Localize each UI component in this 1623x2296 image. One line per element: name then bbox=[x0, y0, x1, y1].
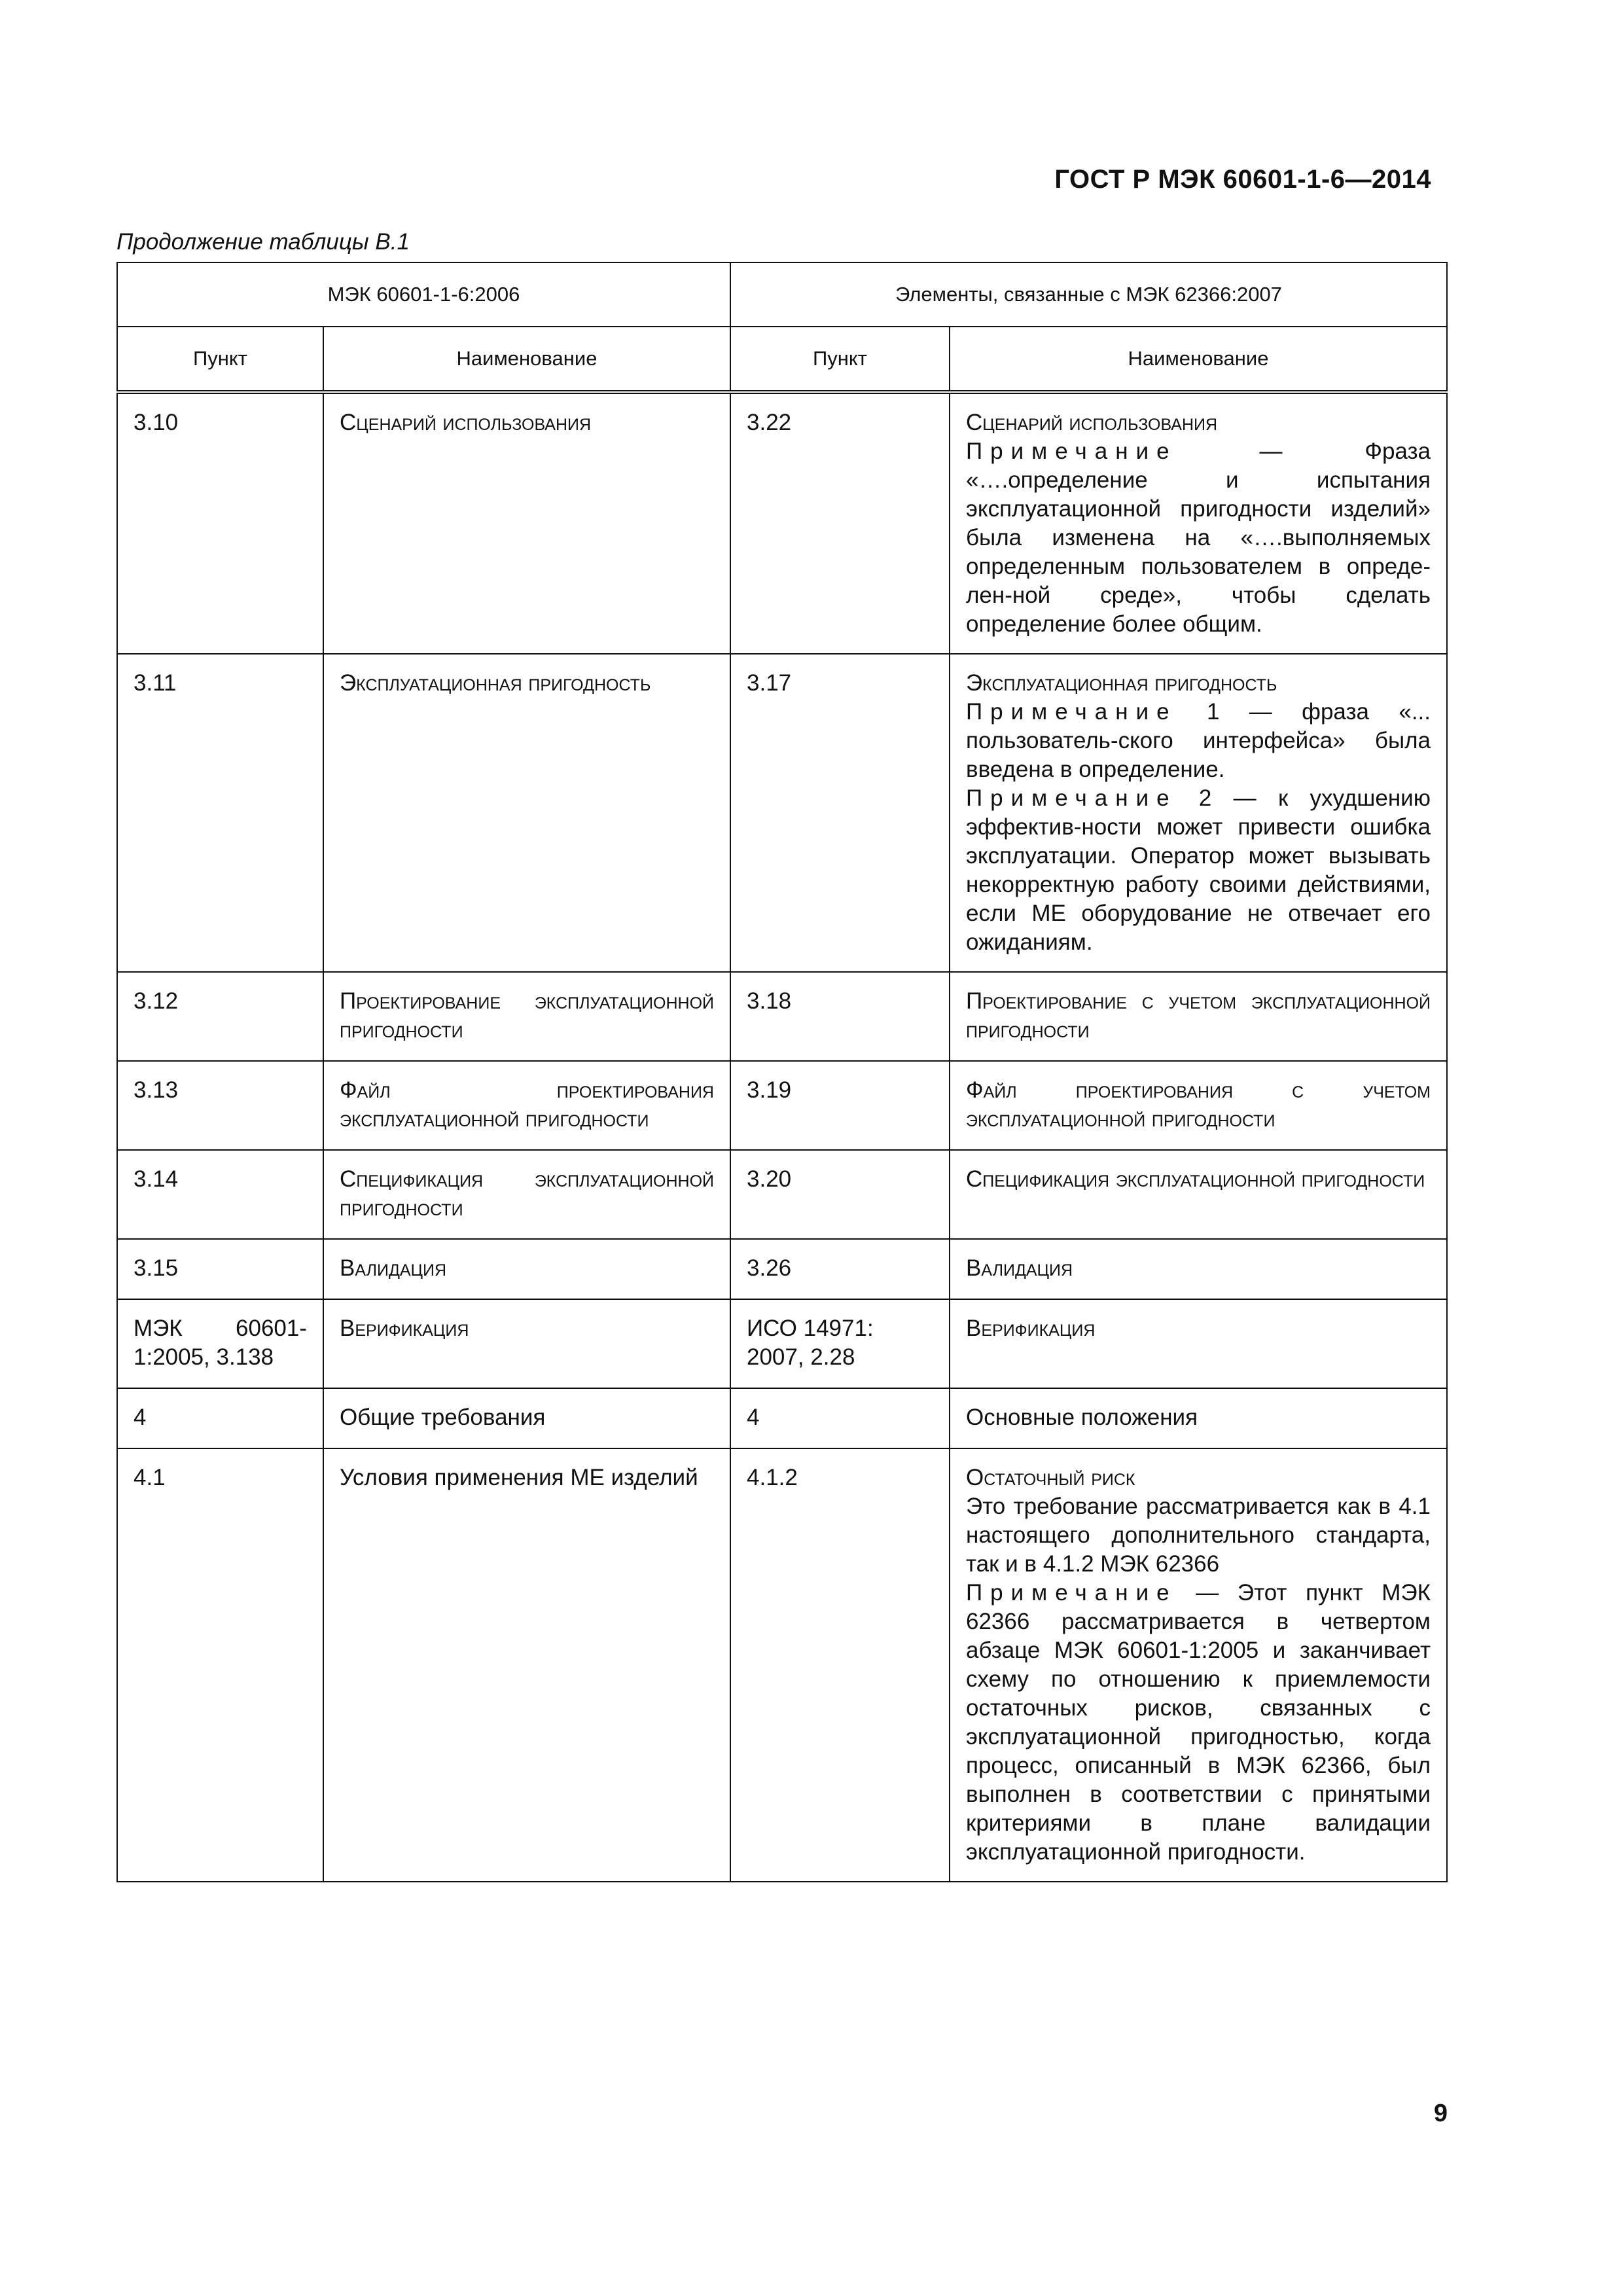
table-caption: Продолжение таблицы В.1 bbox=[116, 229, 410, 255]
clause-cell: 3.15 bbox=[117, 1239, 323, 1299]
table-row bbox=[117, 1150, 1447, 1239]
clause-cell: 3.26 bbox=[730, 1239, 950, 1299]
term-title: Сценарий использования bbox=[966, 410, 1218, 435]
term-title: Остаточный риск bbox=[966, 1465, 1135, 1490]
name-cell: Условия применения МЕ изделий bbox=[323, 1448, 730, 1882]
clause-cell: 3.10 bbox=[117, 392, 323, 654]
note-label: Примечание bbox=[966, 699, 1177, 725]
term-title: Эксплуатационная пригодность bbox=[966, 670, 1277, 696]
table-row bbox=[117, 1061, 1447, 1150]
name-cell: Верификация bbox=[323, 1299, 730, 1388]
clause-cell: 3.17 bbox=[730, 654, 950, 972]
page-number: 9 bbox=[1433, 2100, 1448, 2127]
clause-cell: 3.22 bbox=[730, 392, 950, 654]
name-cell: Валидация bbox=[950, 1239, 1447, 1299]
table-row bbox=[117, 1299, 1447, 1388]
group-header-iec-60601: МЭК 60601-1-6:2006 bbox=[117, 262, 730, 327]
column-header-row bbox=[117, 327, 1447, 392]
column-header-clause: Пункт bbox=[117, 327, 323, 392]
clause-cell: 4 bbox=[730, 1388, 950, 1448]
group-header-row bbox=[117, 262, 1447, 327]
column-header-name: Наименование bbox=[950, 327, 1447, 392]
paragraph-text: Это требование рассматривается как в 4.1 настоящего дополнительного стандарта, так и в 4.1.2 МЭК 62366 bbox=[966, 1494, 1431, 1577]
note-label: Примечание bbox=[966, 1580, 1177, 1605]
clause-cell: 3.19 bbox=[730, 1061, 950, 1150]
clause-cell: 3.14 bbox=[117, 1150, 323, 1239]
name-cell bbox=[950, 392, 1447, 654]
clause-cell: 3.13 bbox=[117, 1061, 323, 1150]
name-cell: Общие требования bbox=[323, 1388, 730, 1448]
name-cell: Эксплуатационная пригодность bbox=[323, 654, 730, 972]
name-cell: Валидация bbox=[323, 1239, 730, 1299]
clause-cell: ИСО 14971: 2007, 2.28 bbox=[730, 1299, 950, 1388]
name-cell bbox=[950, 1448, 1447, 1882]
name-cell: Проектирование с учетом эксплуатационной пригодности bbox=[950, 972, 1447, 1061]
clause-cell: 4 bbox=[117, 1388, 323, 1448]
name-cell: Спецификация эксплуатационной пригодности bbox=[950, 1150, 1447, 1239]
column-header-name: Наименование bbox=[323, 327, 730, 392]
correspondence-table bbox=[116, 262, 1448, 1882]
name-cell: Спецификация эксплуатационной пригодности bbox=[323, 1150, 730, 1239]
note-text: — Этот пункт МЭК 62366 рассматривается в четвертом абзаце МЭК 60601-1:2005 и заканчивает схему по отношению к приемлемости остаточных рисков, связанных с эксплуатационной пригодностью, когда процесс, описанный в МЭК 62366, был выполнен в соответствии с принятыми критериями в плане валидации эксплуатационной пригодности. bbox=[966, 1580, 1431, 1865]
name-cell: Верификация bbox=[950, 1299, 1447, 1388]
table-row bbox=[117, 1448, 1447, 1882]
clause-cell: 4.1 bbox=[117, 1448, 323, 1882]
name-cell: Основные положения bbox=[950, 1388, 1447, 1448]
table-row bbox=[117, 972, 1447, 1061]
clause-cell: 3.11 bbox=[117, 654, 323, 972]
note-text: 1 — фраза «... пользователь-ского интерфейса» была введена в определение. bbox=[966, 699, 1431, 782]
clause-cell: МЭК 60601-1:2005, 3.138 bbox=[117, 1299, 323, 1388]
note-label: Примечание bbox=[966, 785, 1177, 811]
name-cell bbox=[950, 654, 1447, 972]
note-label: Примечание bbox=[966, 439, 1177, 464]
table-row bbox=[117, 1388, 1447, 1448]
table-row bbox=[117, 654, 1447, 972]
document-designation: ГОСТ Р МЭК 60601-1-6—2014 bbox=[1054, 165, 1431, 194]
clause-cell: 3.18 bbox=[730, 972, 950, 1061]
name-cell: Проектирование эксплуатационной пригодности bbox=[323, 972, 730, 1061]
clause-cell: 3.12 bbox=[117, 972, 323, 1061]
table-row bbox=[117, 1239, 1447, 1299]
clause-cell: 4.1.2 bbox=[730, 1448, 950, 1882]
column-header-clause: Пункт bbox=[730, 327, 950, 392]
name-cell: Файл проектирования эксплуатационной пригодности bbox=[323, 1061, 730, 1150]
group-header-iec-62366: Элементы, связанные с МЭК 62366:2007 bbox=[730, 262, 1447, 327]
clause-cell: 3.20 bbox=[730, 1150, 950, 1239]
name-cell: Файл проектирования с учетом эксплуатационной пригодности bbox=[950, 1061, 1447, 1150]
table-row bbox=[117, 392, 1447, 654]
note-text: 2 — к ухудшению эффектив-ности может привести ошибка эксплуатации. Оператор может вызывать некорректную работу своими действиями, если МЕ оборудование не отвечает его ожиданиям. bbox=[966, 785, 1431, 955]
name-cell: Сценарий использования bbox=[323, 392, 730, 654]
note-text: — Фраза «….определение и испытания эксплуатационной пригодности изделий» была изменена на «….выполняемых определенным пользователем в опреде-лен-ной среде», чтобы сделать определение более общим. bbox=[966, 439, 1431, 637]
